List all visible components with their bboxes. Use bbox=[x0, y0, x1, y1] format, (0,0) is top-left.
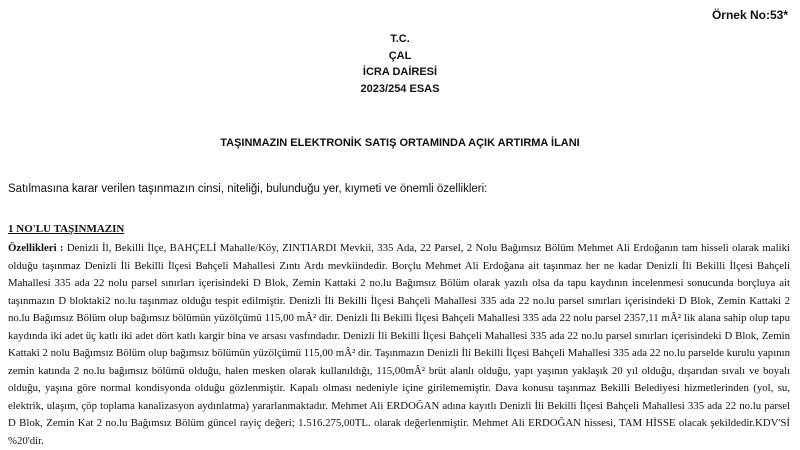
document-header bbox=[0, 31, 800, 97]
header-line-city: ÇAL bbox=[388, 49, 412, 62]
header-line-republic: T.C. bbox=[390, 33, 410, 45]
header-line-office: İCRA DAİRESİ bbox=[362, 66, 438, 78]
features-text: Denizli İl, Bekilli İlçe, BAHÇELİ Mahalle/Köy, ZINTIARDI Mevkii, 335 Ada, 22 Parsel, 2 Nolu Bağımsız Bölüm Mehmet Ali Erdoğanın tam hisseli olarak maliki olduğu taşınmaz Denizli İli Bekilli İlçesi Bahçeli Mahallesi Zıntı Ardı mevkiindedir. Borçlu Mehmet Ali Erdoğana ait taşınmaz her ne kadar Denizli İli Bekilli İlçesi Bahçeli Mahallesi 335 ada 22 nolu parsel sınırları içerisindeki D Blok, Zemin Kattaki 2 no.lu Bağımsız Bölüm olarak yazılı olsa da tapu kaydının incelenmesi sonucunda borçluya ait taşınmazın D bloktaki2 no.lu taşınmaz olduğu tespit edilmiştir. Denizli İli Bekilli İlçesi Bahçeli Mahallesi 335 ada 22 no.lu parsel sınırları içerisindeki D Blok, Zemin Kattaki 2 no.lu Bağımsız Bölüm olup bağımsız bölümün yüzölçümü 115,00 mÂ² dir. Denizli İli Bekilli İlçesi Bahçeli Mahallesi 335 ada 22 nolu parsel 2357,11 mÂ² lik alana sahip olup tapu kaydında iki adet üç katlı iki adet dört katlı kargir bina ve arsası vasfındadır. Denizli İli Bekilli İlçesi Bahçeli Mahallesi 335 ada 22 no.lu parsel sınırları içerisindeki D Blok, Zemin Kattaki 2 nolu Bağımsız Bölüm olup bağımsız bölümün yüzölçümü 115,00 mÂ² dir. Taşınmazın Denizli İli Bekilli İlçesi Bahçeli Mahallesi 335 ada 22 no.lu parselde kurulu yapının zemin katında 2 no.lu bağımsız bölümü olduğu, halen mesken olarak kullanıldığı, 115,00mÂ² brüt alanlı olduğu, yapı yaşının yaklaşık 20 yıl olduğu, dışarıdan sıvalı ve boyalı olduğu, yaşına göre normal kondisyonda olduğu gözlenmiştir. Kapalı olması nedeniyle içine girilememiştir. Dava konusu taşınmaz Bekilli Belediyesi hizmetlerinden (yol, su, elektrik, ulaşım, çöp toplama kanalizasyon aydınlatma) yararlanmaktadır. Mehmet Ali ERDOĞAN adına kayıtlı Denizli İli Bekilli İlçesi Bahçeli Mahallesi 335 ada 22 no.lu parsel D Blok, Zemin Kat 2 no.lu Bağımsız Bölüm güncel rayiç değeri; 1.516.275,00TL. olarak değerlenmiştir. Mehmet Ali ERDOĞAN hissesi, TAM HİSSE olacak şekildedir.KDV'Sİ %20'dir. bbox=[8, 242, 790, 447]
property-features bbox=[8, 240, 790, 450]
section-heading: 1 NO'LU TAŞINMAZIN bbox=[8, 223, 125, 235]
features-label: Özellikleri : bbox=[8, 242, 64, 254]
intro-text: Satılmasına karar verilen taşınmazın cinsi, niteliği, bulunduğu yer, kıymeti ve önemli özellikleri: bbox=[8, 183, 488, 195]
header-line-case-number: 2023/254 ESAS bbox=[360, 82, 440, 95]
form-number: Örnek No:53* bbox=[711, 8, 788, 22]
document-title: TAŞINMAZIN ELEKTRONİK SATIŞ ORTAMINDA AÇIK ARTIRMA İLANI bbox=[220, 137, 580, 149]
